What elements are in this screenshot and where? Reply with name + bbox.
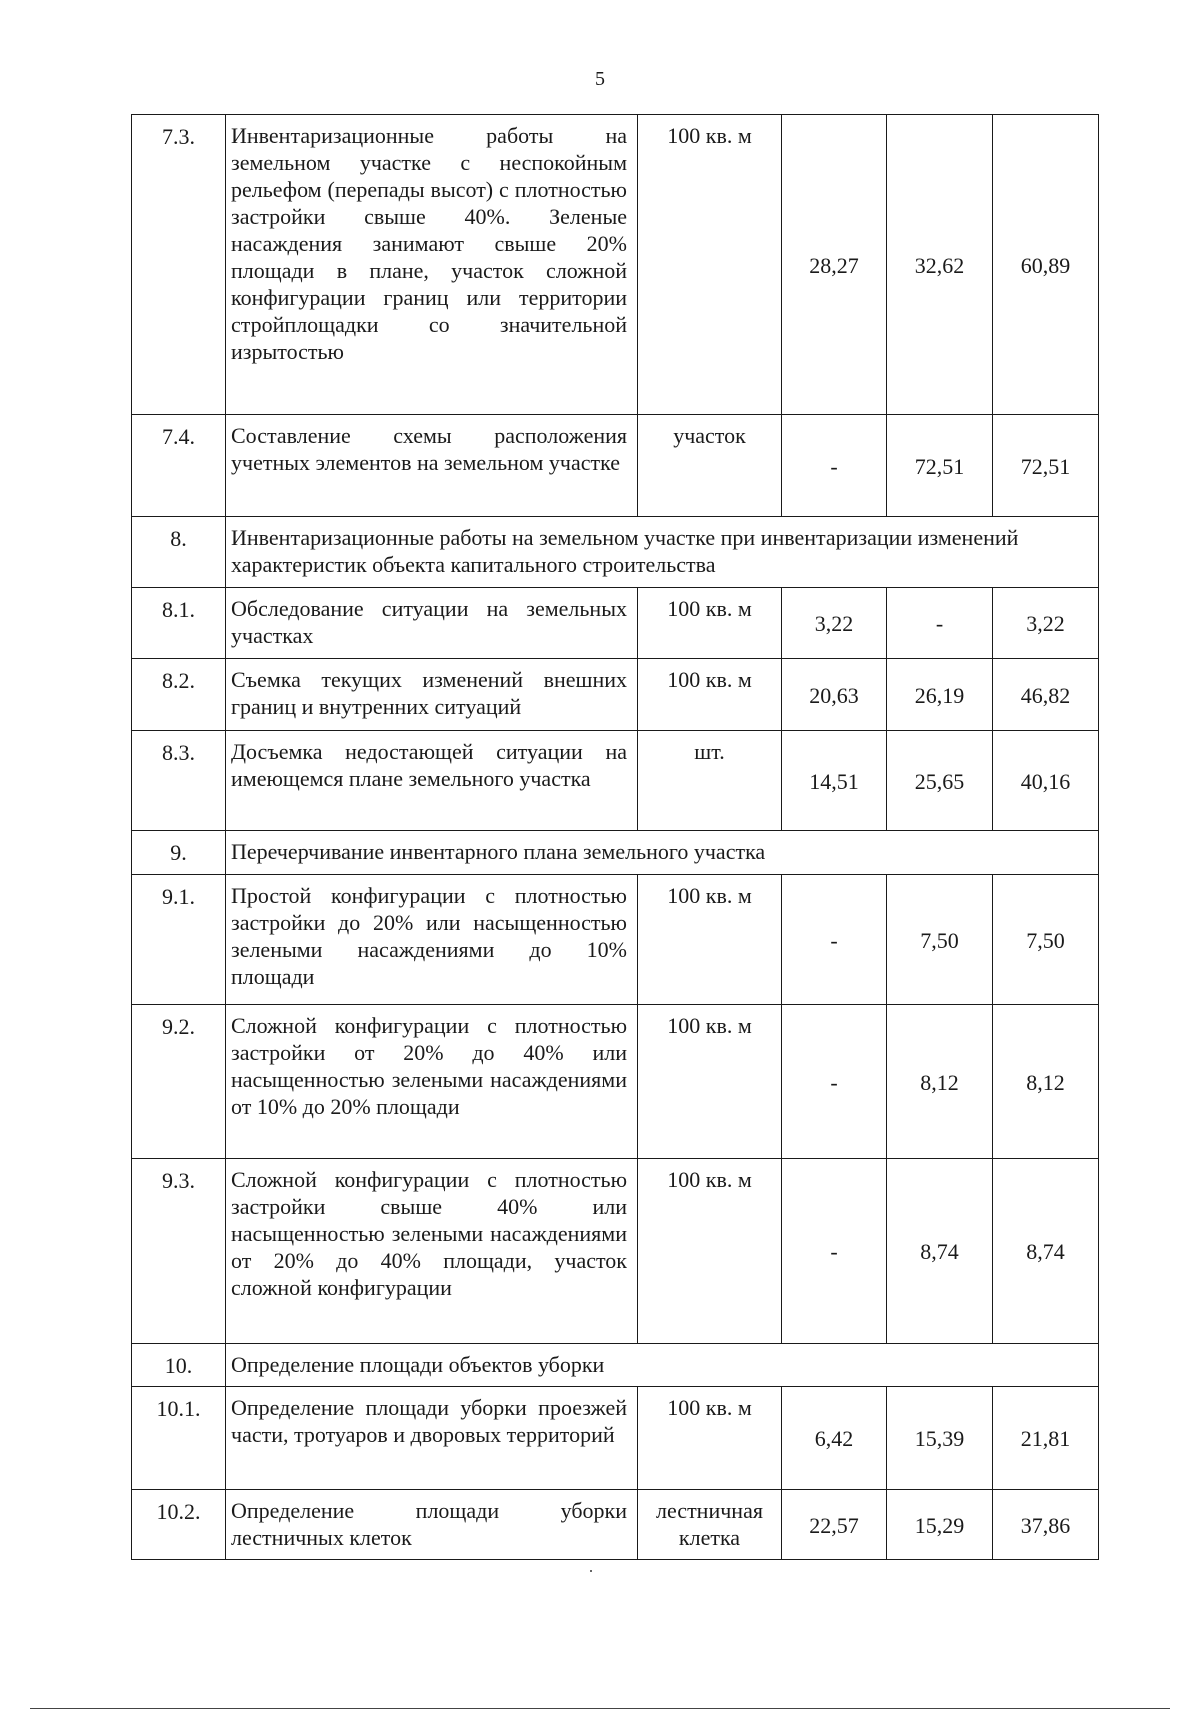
unit: 100 кв. м bbox=[638, 115, 782, 415]
value-3: 60,89 bbox=[993, 115, 1099, 415]
value-1: 6,42 bbox=[782, 1387, 887, 1490]
work-name: Сложной конфигурации с плотностью застройки от 20% до 40% или насыщенностью зелеными насаждениями от 10% до 20% площади bbox=[226, 1005, 638, 1159]
section-number: 9. bbox=[132, 831, 226, 875]
unit: 100 кв. м bbox=[638, 588, 782, 659]
value-3: 8,74 bbox=[993, 1159, 1099, 1344]
value-1: - bbox=[782, 1005, 887, 1159]
value-3: 8,12 bbox=[993, 1005, 1099, 1159]
row-number: 10.2. bbox=[132, 1490, 226, 1560]
row-number: 8.3. bbox=[132, 731, 226, 831]
value-1: 20,63 bbox=[782, 659, 887, 731]
value-2: 25,65 bbox=[887, 731, 993, 831]
value-2: 26,19 bbox=[887, 659, 993, 731]
value-3: 3,22 bbox=[993, 588, 1099, 659]
work-name: Сложной конфигурации с плотностью застройки свыше 40% или насыщенностью зелеными насаждениями от 20% до 40% площади, участок сложной конфигурации bbox=[226, 1159, 638, 1344]
section-row bbox=[132, 831, 1099, 875]
value-3: 21,81 bbox=[993, 1387, 1099, 1490]
value-2: 8,12 bbox=[887, 1005, 993, 1159]
page-number: 5 bbox=[595, 68, 605, 90]
work-name: Инвентаризационные работы на земельном участке с неспокойным рельефом (перепады высот) с плотностью застройки свыше 40%. Зеленые насаждения занимают свыше 20% площади в плане, участок сложной конфигурации границ или территории стройплощадки со значительной изрытостью bbox=[226, 115, 638, 415]
row-number: 7.4. bbox=[132, 415, 226, 517]
unit: 100 кв. м bbox=[638, 875, 782, 1005]
unit: лестничная клетка bbox=[638, 1490, 782, 1560]
row-number: 9.2. bbox=[132, 1005, 226, 1159]
row-number: 10.1. bbox=[132, 1387, 226, 1490]
unit: шт. bbox=[638, 731, 782, 831]
unit: 100 кв. м bbox=[638, 1159, 782, 1344]
table-row bbox=[132, 1490, 1099, 1560]
section-number: 8. bbox=[132, 517, 226, 588]
table-row bbox=[132, 588, 1099, 659]
value-1: 28,27 bbox=[782, 115, 887, 415]
unit: 100 кв. м bbox=[638, 1005, 782, 1159]
value-2: 7,50 bbox=[887, 875, 993, 1005]
value-1: - bbox=[782, 415, 887, 517]
work-name: Составление схемы расположения учетных элементов на земельном участке bbox=[226, 415, 638, 517]
section-row bbox=[132, 1344, 1099, 1387]
row-number: 7.3. bbox=[132, 115, 226, 415]
value-1: - bbox=[782, 875, 887, 1005]
row-number: 8.1. bbox=[132, 588, 226, 659]
value-2: - bbox=[887, 588, 993, 659]
work-name: Съемка текущих изменений внешних границ и внутренних ситуаций bbox=[226, 659, 638, 731]
work-name: Обследование ситуации на земельных участках bbox=[226, 588, 638, 659]
scan-speck bbox=[590, 1570, 592, 1572]
section-row bbox=[132, 517, 1099, 588]
table-row bbox=[132, 1005, 1099, 1159]
section-title: Перечерчивание инвентарного плана земельного участка bbox=[226, 831, 1099, 875]
table-row bbox=[132, 731, 1099, 831]
table-row bbox=[132, 1159, 1099, 1344]
value-1: - bbox=[782, 1159, 887, 1344]
work-name: Определение площади уборки лестничных клеток bbox=[226, 1490, 638, 1560]
table-row bbox=[132, 415, 1099, 517]
work-name: Простой конфигурации с плотностью застройки до 20% или насыщенностью зелеными насаждениями до 10% площади bbox=[226, 875, 638, 1005]
work-name: Досъемка недостающей ситуации на имеющемся плане земельного участка bbox=[226, 731, 638, 831]
value-1: 3,22 bbox=[782, 588, 887, 659]
unit: 100 кв. м bbox=[638, 1387, 782, 1490]
value-2: 15,29 bbox=[887, 1490, 993, 1560]
section-title: Инвентаризационные работы на земельном участке при инвентаризации изменений характеристик объекта капитального строительства bbox=[226, 517, 1099, 588]
table-row bbox=[132, 115, 1099, 415]
value-2: 15,39 bbox=[887, 1387, 993, 1490]
bottom-edge-line bbox=[30, 1708, 1170, 1709]
value-2: 72,51 bbox=[887, 415, 993, 517]
value-1: 14,51 bbox=[782, 731, 887, 831]
section-number: 10. bbox=[132, 1344, 226, 1387]
value-2: 8,74 bbox=[887, 1159, 993, 1344]
table-row bbox=[132, 1387, 1099, 1490]
value-3: 72,51 bbox=[993, 415, 1099, 517]
row-number: 9.1. bbox=[132, 875, 226, 1005]
row-number: 9.3. bbox=[132, 1159, 226, 1344]
work-name: Определение площади уборки проезжей части, тротуаров и дворовых территорий bbox=[226, 1387, 638, 1490]
row-number: 8.2. bbox=[132, 659, 226, 731]
value-3: 40,16 bbox=[993, 731, 1099, 831]
price-table bbox=[131, 114, 1099, 1560]
table-row bbox=[132, 875, 1099, 1005]
unit: участок bbox=[638, 415, 782, 517]
table-row bbox=[132, 659, 1099, 731]
value-3: 46,82 bbox=[993, 659, 1099, 731]
value-1: 22,57 bbox=[782, 1490, 887, 1560]
value-3: 37,86 bbox=[993, 1490, 1099, 1560]
value-2: 32,62 bbox=[887, 115, 993, 415]
value-3: 7,50 bbox=[993, 875, 1099, 1005]
section-title: Определение площади объектов уборки bbox=[226, 1344, 1099, 1387]
unit: 100 кв. м bbox=[638, 659, 782, 731]
